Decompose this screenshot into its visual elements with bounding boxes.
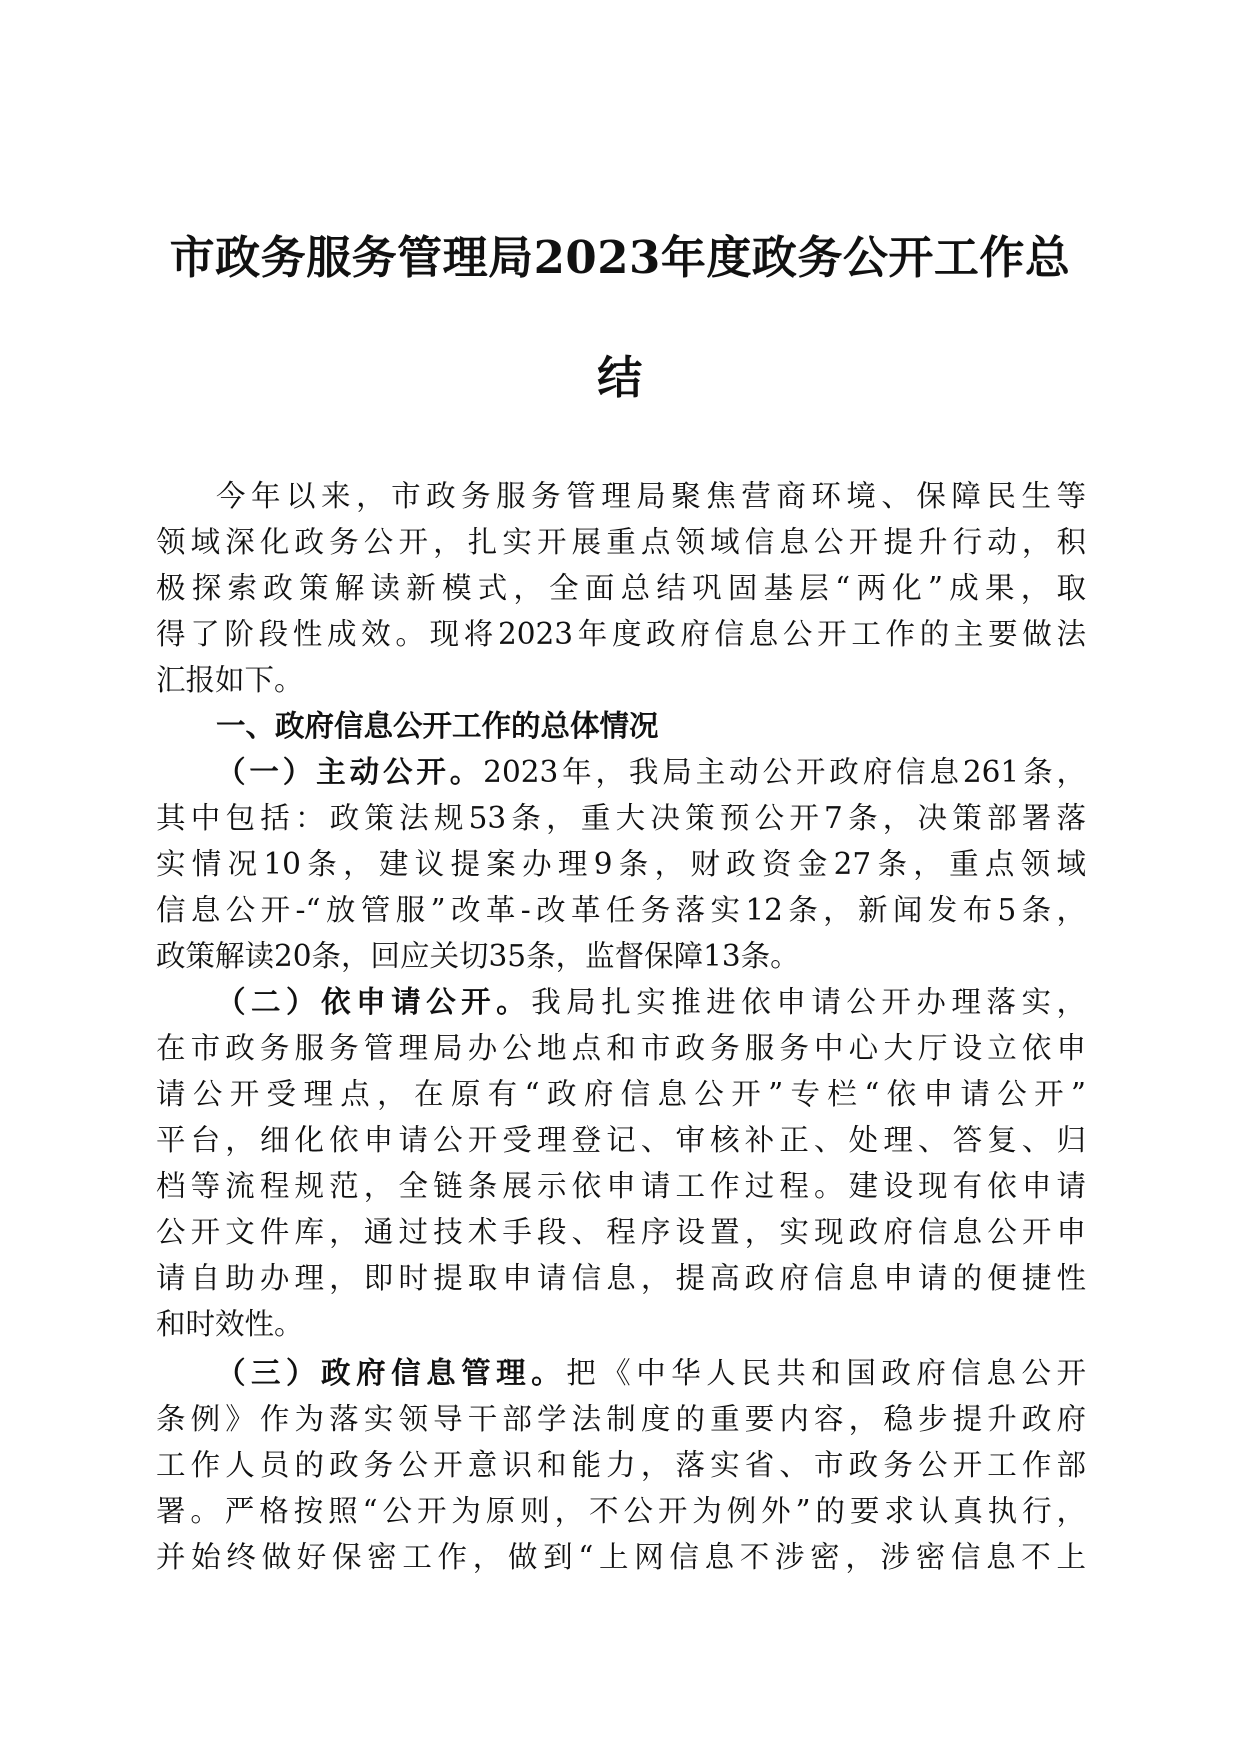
paragraph-2-line: 信息公开-“放管服”改革-改革任务落实12条，新闻发布5条， xyxy=(156,893,1086,927)
paragraph-4-line: 条例》作为落实领导干部学法制度的重要内容，稳步提升政府 xyxy=(156,1402,1086,1436)
paragraph-text: 2023年，我局主动公开政府信息261条， xyxy=(483,755,1086,789)
paragraph-text: 我局扎实推进依申请公开办理落实， xyxy=(531,985,1086,1019)
paragraph-1-line: 汇报如下。 xyxy=(156,663,304,697)
paragraph-lead: （三）政府信息管理。 xyxy=(216,1356,567,1390)
paragraph-3-line: 在市政务服务管理局办公地点和市政务服务中心大厅设立依申 xyxy=(156,1031,1086,1065)
paragraph-text: 把《中华人民共和国政府信息公开 xyxy=(566,1356,1086,1390)
paragraph-3-line: 公开文件库，通过技术手段、程序设置，实现政府信息公开申 xyxy=(156,1215,1086,1249)
section-heading: 一、政府信息公开工作的总体情况 xyxy=(216,709,659,743)
paragraph-4-first-line xyxy=(216,1350,1086,1396)
paragraph-3-line: 平台，细化依申请公开受理登记、审核补正、处理、答复、归 xyxy=(156,1123,1086,1157)
paragraph-lead: （一）主动公开。 xyxy=(216,755,484,789)
paragraph-3-line: 请公开受理点，在原有“政府信息公开”专栏“依申请公开” xyxy=(156,1077,1086,1111)
paragraph-4-line: 并始终做好保密工作，做到“上网信息不涉密，涉密信息不上 xyxy=(156,1540,1086,1574)
paragraph-4-line: 署。严格按照“公开为原则，不公开为例外”的要求认真执行， xyxy=(156,1494,1086,1528)
paragraph-3-line: 档等流程规范，全链条展示依申请工作过程。建设现有依申请 xyxy=(156,1169,1086,1203)
paragraph-1-line: 领域深化政务公开，扎实开展重点领域信息公开提升行动，积 xyxy=(156,525,1086,559)
document-title-line-1: 市政务服务管理局2023年度政务公开工作总 xyxy=(169,231,1071,284)
paragraph-3-line: 请自助办理，即时提取申请信息，提高政府信息申请的便捷性 xyxy=(156,1261,1086,1295)
paragraph-1-line: 极探索政策解读新模式，全面总结巩固基层“两化”成果，取 xyxy=(156,571,1086,605)
paragraph-2-line: 政策解读20条，回应关切35条，监督保障13条。 xyxy=(156,939,800,973)
paragraph-1-line: 得了阶段性成效。现将2023年度政府信息公开工作的主要做法 xyxy=(156,617,1086,651)
document-title-line-2: 结 xyxy=(597,351,643,404)
paragraph-lead: （二）依申请公开。 xyxy=(216,985,532,1019)
paragraph-1-line: 今年以来，市政务服务管理局聚焦营商环境、保障民生等 xyxy=(216,479,1086,513)
paragraph-4-line: 工作人员的政务公开意识和能力，落实省、市政务公开工作部 xyxy=(156,1448,1086,1482)
paragraph-3-first-line xyxy=(216,979,1086,1025)
paragraph-3-line: 和时效性。 xyxy=(156,1307,304,1341)
paragraph-2-first-line xyxy=(216,749,1086,795)
paragraph-2-line: 其中包括：政策法规53条，重大决策预公开7条，决策部署落 xyxy=(156,801,1086,835)
paragraph-2-line: 实情况10条，建议提案办理9条，财政资金27条，重点领域 xyxy=(156,847,1086,881)
